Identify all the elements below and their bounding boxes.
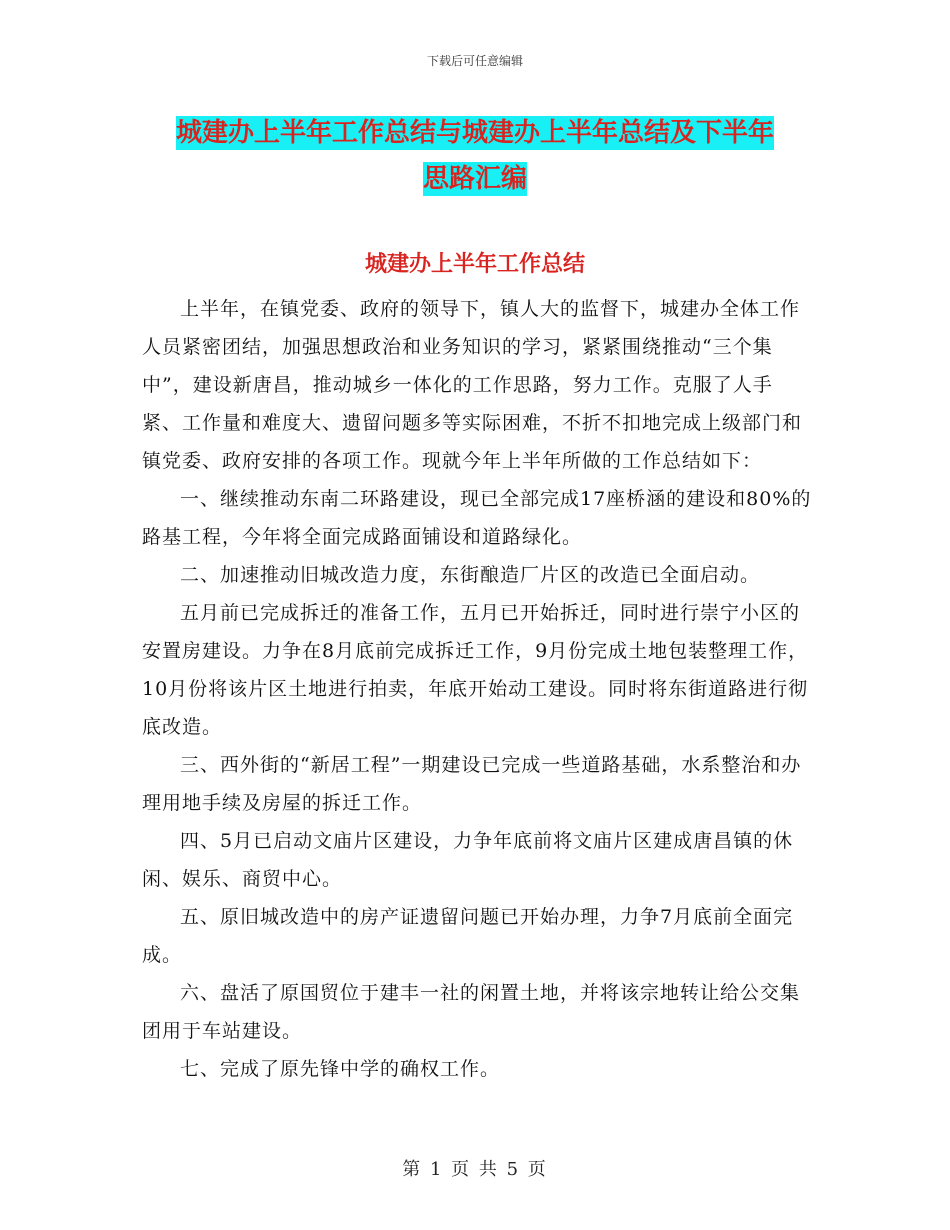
- document-title: [140, 110, 810, 202]
- paragraph-item-6: 六、盘活了原国贸位于建丰一社的闲置土地，并将该宗地转让给公交集团用于车站建设。: [142, 982, 801, 1042]
- paragraph-item-2-detail: 五月前已完成拆迁的准备工作，五月已开始拆迁，同时进行崇宁小区的安置房建设。力争在8月底前完成拆迁工作，9月份完成土地包装整理工作，10月份将该片区土地进行拍卖，年底开始动工建设。同时将东街道路进行彻底改造。: [142, 602, 809, 738]
- paragraph-item-1: 一、继续推动东南二环路建设，现已全部完成17座桥涵的建设和80%的路基工程，今年将全面完成路面铺设和道路绿化。: [142, 488, 812, 548]
- document-title-line-1: 城建办上半年工作总结与城建办上半年总结及下半年: [175, 118, 774, 148]
- page-number: 第 1 页 共 5 页: [402, 1159, 548, 1180]
- section-title: 城建办上半年工作总结: [364, 252, 585, 277]
- paragraph-item-3: 三、西外街的“新居工程”一期建设已完成一些道路基础，水系整治和办理用地手续及房屋的拆迁工作。: [142, 754, 802, 814]
- document-title-line-2: 思路汇编: [422, 164, 527, 194]
- paragraph-item-2: 二、加速推动旧城改造力度，东街酿造厂片区的改造已全面启动。: [180, 564, 761, 586]
- paragraph-intro: 上半年，在镇党委、政府的领导下，镇人大的监督下，城建办全体工作人员紧密团结，加强思想政治和业务知识的学习，紧紧围绕推动“三个集中”，建设新唐昌，推动城乡一体化的工作思路，努力工作。克服了人手紧、工作量和难度大、遗留问题多等实际困难，不折不扣地完成上级部门和镇党委、政府安排的各项工作。现就今年上半年所做的工作总结如下：: [142, 298, 803, 472]
- page-header-note: 下载后可任意编辑: [426, 54, 523, 68]
- paragraph-item-5: 五、原旧城改造中的房产证遗留问题已开始办理，力争7月底前全面完成。: [142, 906, 794, 966]
- paragraph-item-4: 四、5月已启动文庙片区建设，力争年底前将文庙片区建成唐昌镇的休闲、娱乐、商贸中心。: [142, 830, 794, 890]
- document-body: [142, 290, 812, 1088]
- paragraph-item-7: 七、完成了原先锋中学的确权工作。: [180, 1058, 501, 1080]
